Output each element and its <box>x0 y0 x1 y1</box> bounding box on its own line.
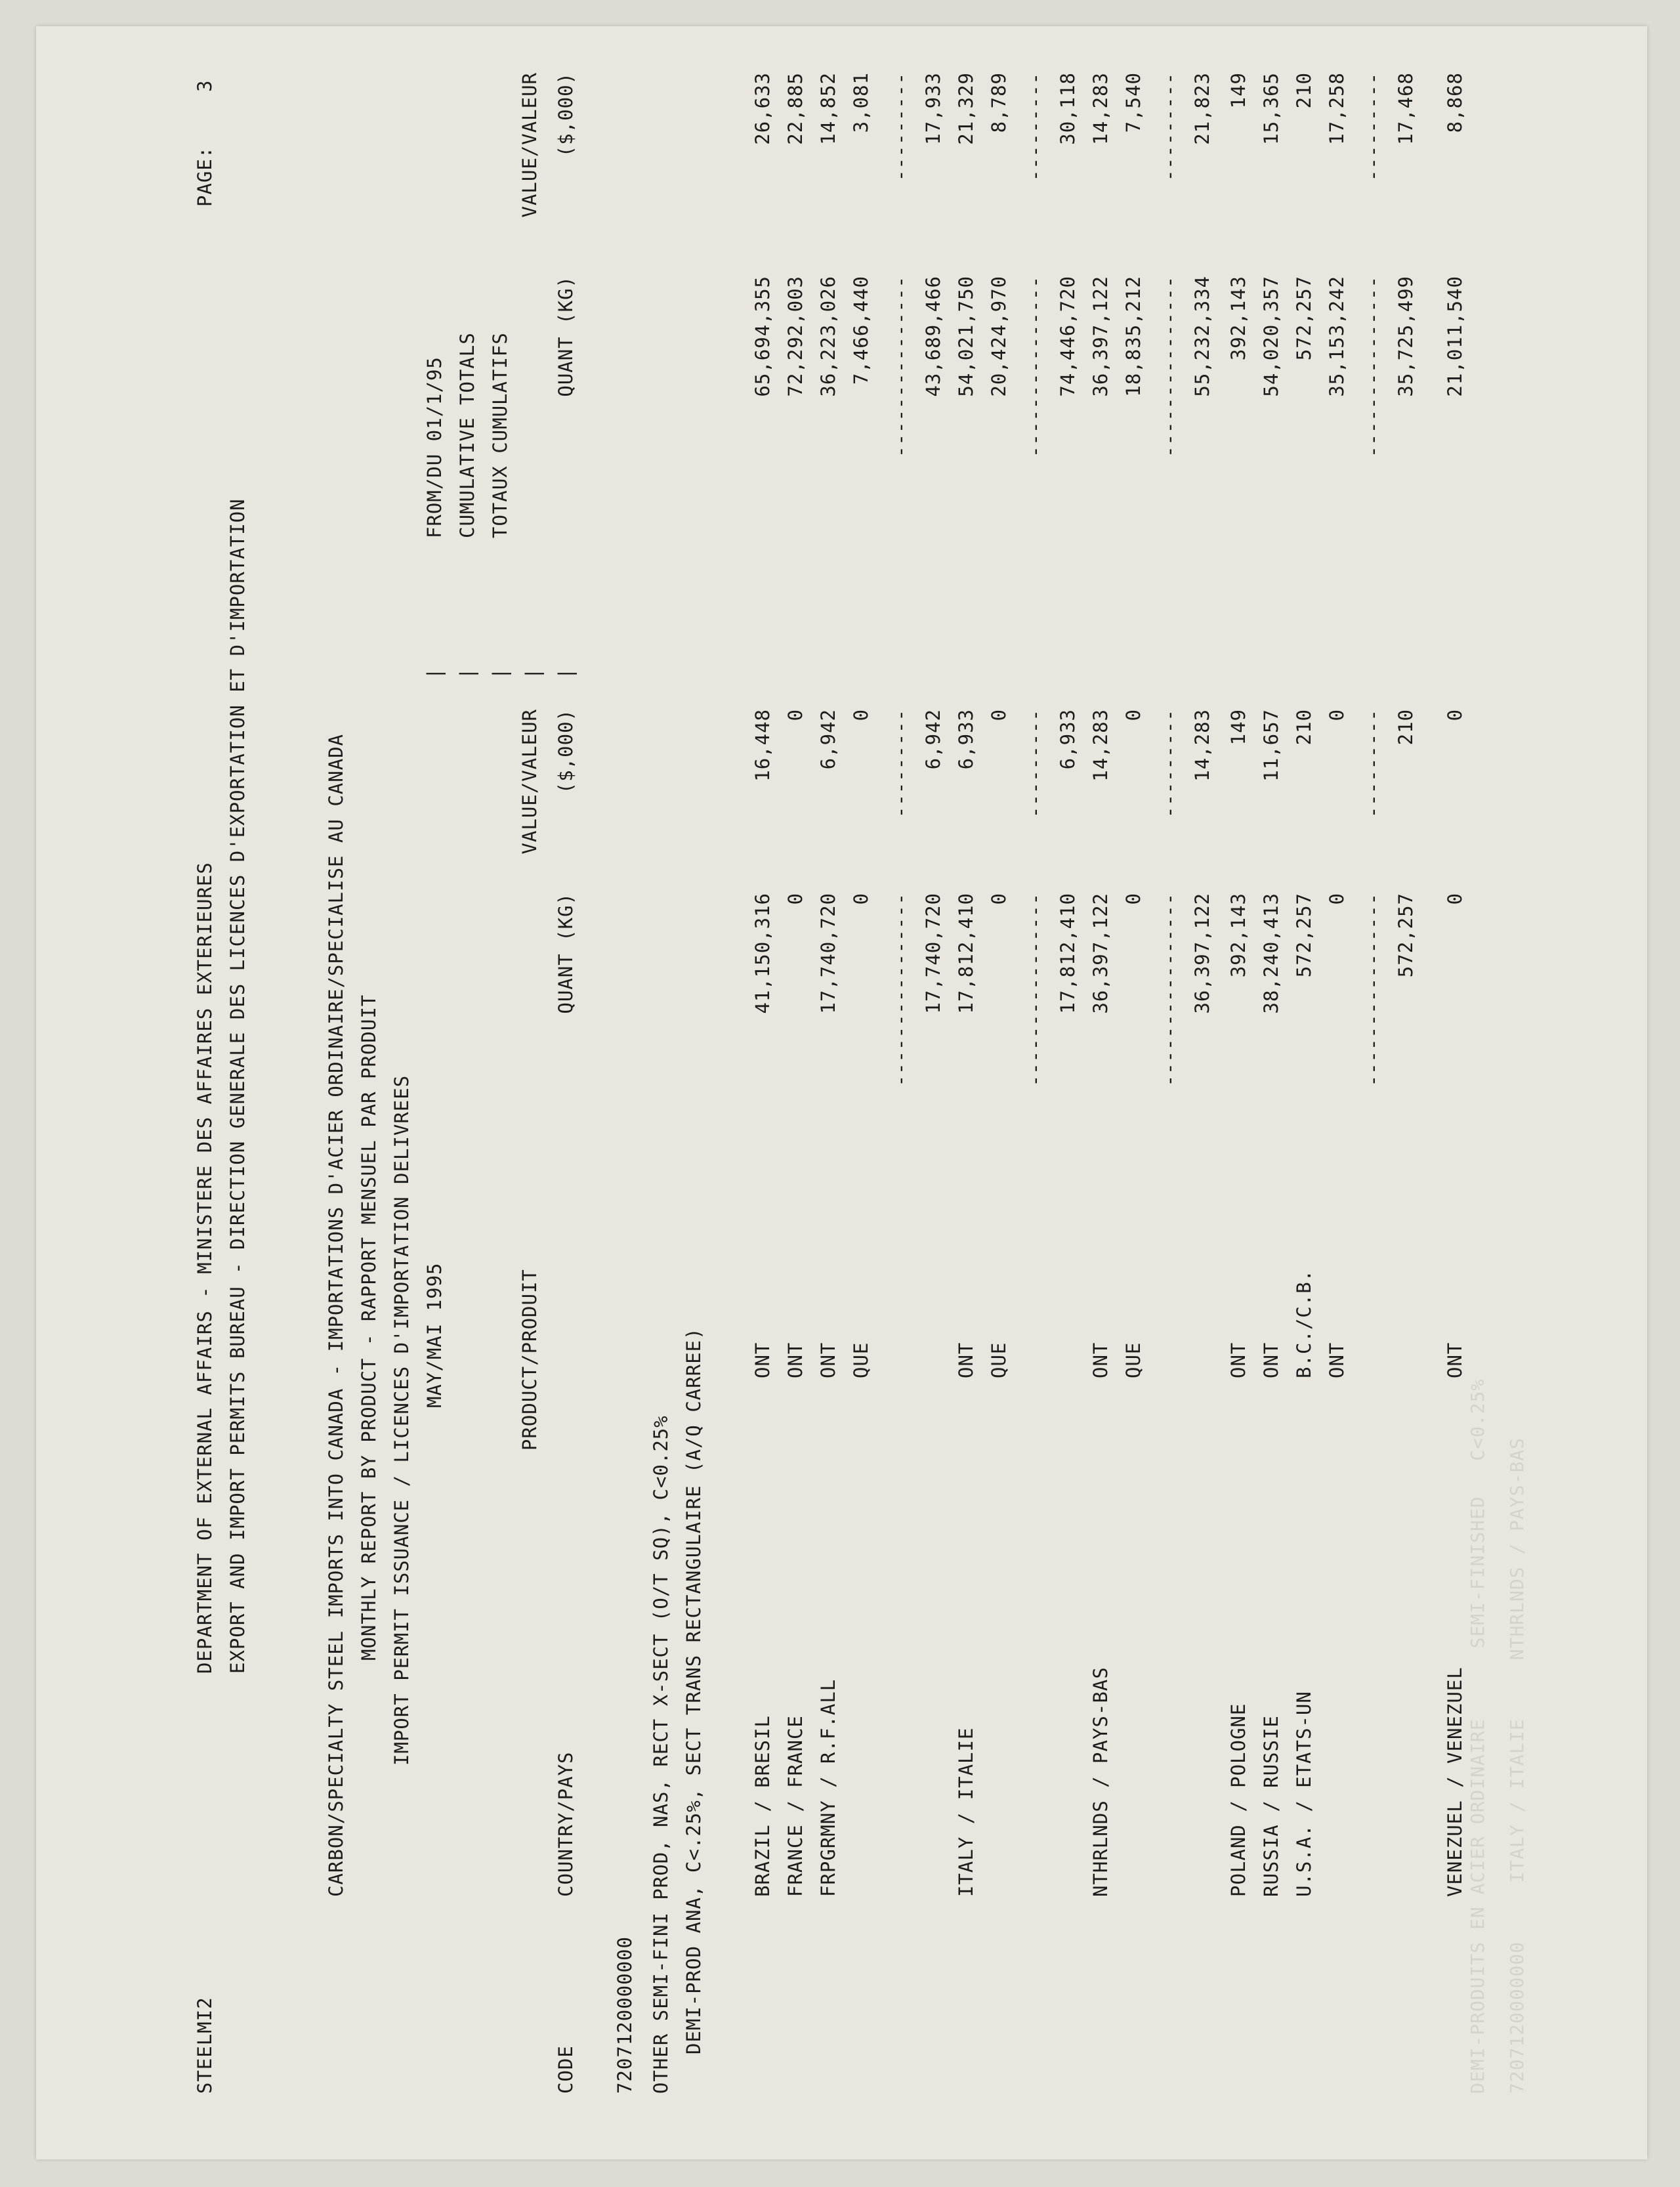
row-cum-value-cell: 17,933 <box>922 72 944 145</box>
row-quant-cell: 0 <box>1122 893 1144 905</box>
row-cum-quant-cell: 35,153,242 <box>1326 276 1348 397</box>
subtotal-rule: --------------- <box>1158 276 1181 457</box>
product-column-header: PRODUCT/PRODUIT <box>518 1269 541 1451</box>
row-cum-value-cell: 17,468 <box>1395 72 1417 145</box>
row-value-cell: 0 <box>988 709 1010 721</box>
subtotal-rule: --------- <box>1362 709 1384 818</box>
subtotal-rule: --------------- <box>1362 276 1384 457</box>
subtotal-rule: --------- <box>1158 709 1181 818</box>
row-country-cell: BRAZIL / BRESIL <box>751 1715 774 1897</box>
row-cum-quant-cell: 74,446,720 <box>1057 276 1079 397</box>
subtotal-rule: --------- <box>1024 72 1046 182</box>
row-country-cell: ITALY / ITALIE <box>955 1727 977 1897</box>
row-prov-cell: ONT <box>1089 1342 1112 1378</box>
row-cum-quant-cell: 54,021,750 <box>955 276 977 397</box>
row-prov-cell: QUE <box>1122 1342 1144 1378</box>
cum-value-column-header: VALUE/VALEUR <box>518 72 541 218</box>
row-prov-cell: QUE <box>988 1342 1010 1378</box>
value-unit-label: ($,000) <box>555 709 577 794</box>
row-value-cell: 16,448 <box>751 709 774 782</box>
row-cum-value-cell: 14,852 <box>817 72 839 145</box>
row-cum-quant-cell: 18,835,212 <box>1122 276 1144 397</box>
row-value-cell: 14,283 <box>1191 709 1213 782</box>
page-label: PAGE: <box>194 146 216 207</box>
row-prov-cell: ONT <box>817 1342 839 1378</box>
row-country-cell: FRPGRMNY / R.F.ALL <box>817 1678 839 1897</box>
dept-line-2: EXPORT AND IMPORT PERMITS BUREAU - DIRECTION GENERALE DES LICENCES D'EXPORTATION ET D'IMPORTATION <box>226 498 249 1674</box>
country-column-header: COUNTRY/PAYS <box>555 1751 577 1897</box>
row-cum-value-cell: 149 <box>1227 72 1250 109</box>
row-value-cell: 0 <box>784 709 807 721</box>
quant-column-header: QUANT (KG) <box>555 893 577 1014</box>
row-quant-cell: 572,257 <box>1395 893 1417 978</box>
subtotal-rule: ---------------- <box>1362 893 1384 1087</box>
subtotal-rule: --------- <box>889 709 912 818</box>
document-page <box>36 26 1647 2159</box>
subtotal-rule: --------- <box>1158 72 1181 182</box>
row-value-cell: 210 <box>1395 709 1417 746</box>
row-value-cell: 11,657 <box>1260 709 1282 782</box>
row-quant-cell: 41,150,316 <box>751 893 774 1014</box>
row-cum-value-cell: 26,633 <box>751 72 774 145</box>
rotated-printout <box>36 26 1647 2159</box>
row-value-cell: 0 <box>1444 709 1466 721</box>
row-value-cell: 6,933 <box>1057 709 1079 770</box>
row-cum-quant-cell: 20,424,970 <box>988 276 1010 397</box>
row-cum-quant-cell: 392,143 <box>1227 276 1250 361</box>
row-prov-cell: ONT <box>1260 1342 1282 1378</box>
row-quant-cell: 0 <box>988 893 1010 905</box>
product-description-fr: DEMI-PROD ANA, C<.25%, SECT TRANS RECTANGULAIRE (A/Q CARREE) <box>682 1327 705 2054</box>
row-quant-cell: 17,740,720 <box>922 893 944 1014</box>
title-line-1: CARBON/SPECIALTY STEEL IMPORTS INTO CANADA - IMPORTATIONS D'ACIER ORDINAIRE/SPECIALISE AU CANADA <box>325 733 347 1897</box>
row-country-cell: VENEZUEL / VENEZUEL <box>1444 1667 1466 1897</box>
row-prov-cell: ONT <box>1326 1342 1348 1378</box>
title-line-3: IMPORT PERMIT ISSUANCE / LICENCES D'IMPORTATION DELIVREES <box>390 1074 413 1766</box>
row-quant-cell: 0 <box>784 893 807 905</box>
row-cum-value-cell: 8,789 <box>988 72 1010 133</box>
row-country-cell: NTHRLNDS / PAYS-BAS <box>1089 1667 1112 1897</box>
row-cum-quant-cell: 55,232,334 <box>1191 276 1213 397</box>
report-id: STEELMI2 <box>194 1997 216 2094</box>
row-cum-quant-cell: 36,397,122 <box>1089 276 1112 397</box>
column-separator: | <box>555 667 577 679</box>
row-cum-value-cell: 7,540 <box>1122 72 1144 133</box>
row-value-cell: 6,942 <box>817 709 839 770</box>
row-quant-cell: 36,397,122 <box>1089 893 1112 1014</box>
subtotal-rule: --------- <box>1362 72 1384 182</box>
row-value-cell: 6,942 <box>922 709 944 770</box>
row-prov-cell: QUE <box>850 1342 872 1378</box>
row-country-cell: U.S.A. / ETATS-UN <box>1293 1691 1315 1897</box>
row-prov-cell: ONT <box>751 1342 774 1378</box>
product-code: 7207120000000 <box>614 1936 636 2094</box>
subtotal-rule: --------------- <box>1024 276 1046 457</box>
row-value-cell: 0 <box>1326 709 1348 721</box>
row-quant-cell: 17,812,410 <box>1057 893 1079 1014</box>
row-cum-value-cell: 8,868 <box>1444 72 1466 133</box>
subtotal-rule: --------- <box>1024 709 1046 818</box>
row-prov-cell: ONT <box>1444 1342 1466 1378</box>
code-column-header: CODE <box>555 2045 577 2094</box>
row-cum-value-cell: 30,118 <box>1057 72 1079 145</box>
row-quant-cell: 572,257 <box>1293 893 1315 978</box>
row-prov-cell: ONT <box>1227 1342 1250 1378</box>
row-cum-quant-cell: 43,689,466 <box>922 276 944 397</box>
subtotal-rule: --------- <box>889 72 912 182</box>
column-separator: | <box>456 667 478 679</box>
page-number: 3 <box>194 79 216 92</box>
row-prov-cell: B.C./C.B. <box>1293 1269 1315 1378</box>
row-prov-cell: ONT <box>955 1342 977 1378</box>
bleed-through-text: DEMI-PRODUITS EN ACIER ORDINAIRE SEMI-FINISHED C<0.25% <box>1467 1378 1488 2094</box>
cum-value-unit-label: ($,000) <box>555 72 577 158</box>
row-prov-cell: ONT <box>784 1342 807 1378</box>
row-cum-value-cell: 21,823 <box>1191 72 1213 145</box>
row-cum-quant-cell: 7,466,440 <box>850 276 872 385</box>
row-cum-quant-cell: 65,694,355 <box>751 276 774 397</box>
cumulative-from-date: FROM/DU 01/1/95 <box>423 356 446 538</box>
row-quant-cell: 0 <box>1444 893 1466 905</box>
row-quant-cell: 38,240,413 <box>1260 893 1282 1014</box>
row-value-cell: 0 <box>850 709 872 721</box>
row-country-cell: RUSSIA / RUSSIE <box>1260 1715 1282 1897</box>
row-cum-quant-cell: 54,020,357 <box>1260 276 1282 397</box>
row-value-cell: 0 <box>1122 709 1144 721</box>
title-line-2: MONTHLY REPORT BY PRODUCT - RAPPORT MENSUEL PAR PRODUIT <box>358 994 380 1661</box>
row-cum-quant-cell: 572,257 <box>1293 276 1315 361</box>
row-cum-value-cell: 15,365 <box>1260 72 1282 145</box>
cumulative-totals-label-fr: TOTAUX CUMULATIFS <box>489 332 511 538</box>
dept-line-1: DEPARTMENT OF EXTERNAL AFFAIRS - MINISTERE DES AFFAIRES EXTERIEURES <box>194 862 216 1674</box>
column-separator: | <box>489 667 511 679</box>
column-separator: | <box>423 667 446 679</box>
value-column-header: VALUE/VALEUR <box>518 709 541 855</box>
column-separator: | <box>522 667 544 679</box>
row-cum-quant-cell: 35,725,499 <box>1395 276 1417 397</box>
subtotal-rule: --------------- <box>889 276 912 457</box>
row-country-cell: POLAND / POLOGNE <box>1227 1703 1250 1897</box>
row-cum-value-cell: 3,081 <box>850 72 872 133</box>
cumulative-totals-label: CUMULATIVE TOTALS <box>456 332 478 538</box>
row-cum-quant-cell: 72,292,003 <box>784 276 807 397</box>
row-quant-cell: 0 <box>1326 893 1348 905</box>
row-quant-cell: 36,397,122 <box>1191 893 1213 1014</box>
product-description-en: OTHER SEMI-FINI PROD, NAS, RECT X-SECT (O/T SQ), C<0.25% <box>650 1415 672 2094</box>
subtotal-rule: ---------------- <box>1024 893 1046 1087</box>
cum-quant-column-header: QUANT (KG) <box>555 276 577 397</box>
row-value-cell: 149 <box>1227 709 1250 746</box>
subtotal-rule: ---------------- <box>889 893 912 1087</box>
row-value-cell: 6,933 <box>955 709 977 770</box>
row-cum-value-cell: 22,885 <box>784 72 807 145</box>
row-quant-cell: 17,812,410 <box>955 893 977 1014</box>
row-quant-cell: 17,740,720 <box>817 893 839 1014</box>
row-cum-value-cell: 21,329 <box>955 72 977 145</box>
row-cum-quant-cell: 36,223,026 <box>817 276 839 397</box>
row-value-cell: 210 <box>1293 709 1315 746</box>
bleed-through-text: 7207120000000 ITALY / ITALIE NTHRLNDS / PAYS-BAS <box>1506 1437 1528 2094</box>
row-cum-value-cell: 14,283 <box>1089 72 1112 145</box>
subtotal-rule: ---------------- <box>1158 893 1181 1087</box>
row-country-cell: FRANCE / FRANCE <box>784 1715 807 1897</box>
row-quant-cell: 392,143 <box>1227 893 1250 978</box>
row-value-cell: 14,283 <box>1089 709 1112 782</box>
report-period: MAY/MAI 1995 <box>423 1262 446 1408</box>
row-cum-value-cell: 17,258 <box>1326 72 1348 145</box>
row-cum-quant-cell: 21,011,540 <box>1444 276 1466 397</box>
row-cum-value-cell: 210 <box>1293 72 1315 109</box>
row-quant-cell: 0 <box>850 893 872 905</box>
